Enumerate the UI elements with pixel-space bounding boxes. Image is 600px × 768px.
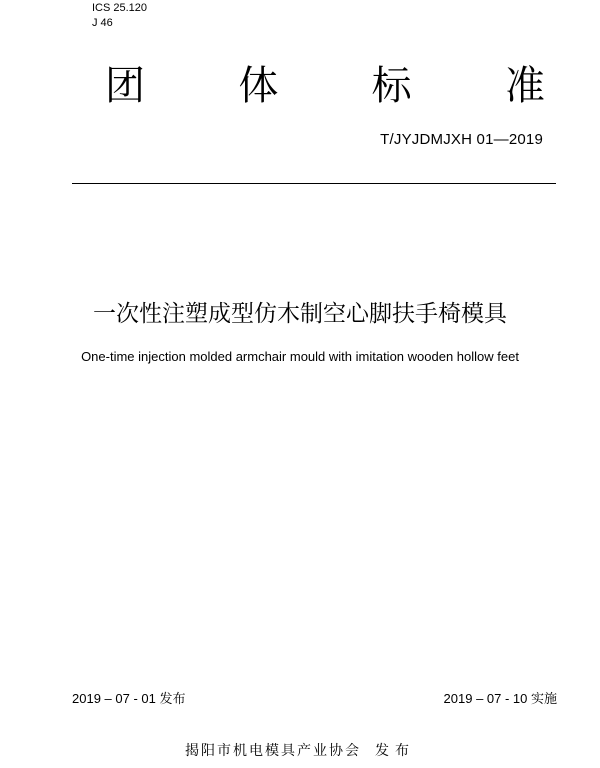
standard-type-title — [100, 55, 550, 110]
classification-codes — [92, 1, 147, 31]
publisher-action: 发布 — [375, 743, 415, 759]
publisher-organization: 揭阳市机电模具产业协会 — [185, 743, 361, 759]
divider-line — [72, 183, 556, 184]
standard-type-char: 准 — [504, 63, 545, 109]
issue-date: 2019 – 07 - 01 发布 — [72, 691, 186, 706]
document-title-chinese: 一次性注塑成型仿木制空心脚扶手椅模具 — [93, 301, 507, 327]
document-title-english: One-time injection molded armchair mould with imitation wooden hollow feet — [81, 349, 519, 364]
ccs-code: J 46 — [92, 17, 113, 29]
ics-code: ICS 25.120 — [92, 2, 148, 14]
standard-type-char: 团 — [105, 63, 145, 109]
standard-number: T/JYJDMJXH 01—2019 — [380, 131, 543, 148]
standard-type-char: 标 — [371, 63, 412, 109]
publisher-line — [0, 740, 600, 760]
standard-type-char: 体 — [238, 63, 279, 109]
implementation-date: 2019 – 07 - 10 实施 — [443, 691, 557, 706]
